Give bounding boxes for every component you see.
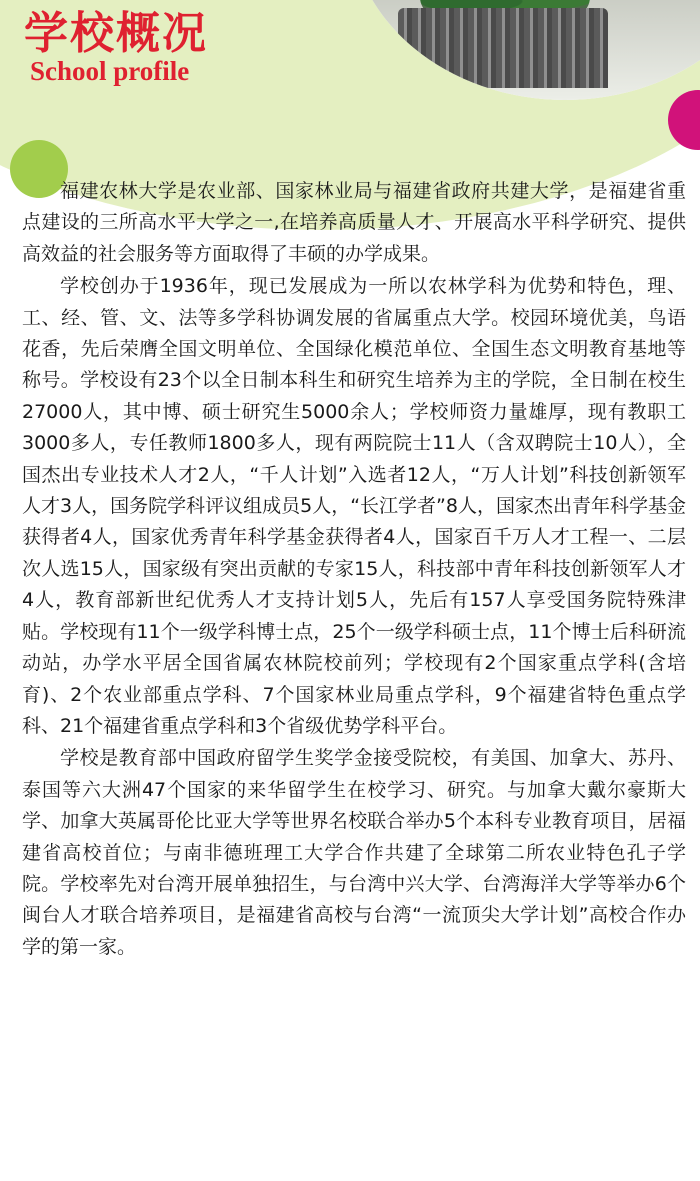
page-title-chinese: 学校概况	[24, 8, 208, 59]
paragraph-intro: 福建农林大学是农业部、国家林业局与福建省政府共建大学，是福建省重点建设的三所高水平大学之一,在培养高质量人才、开展高水平科学研究、提供高效益的社会服务等方面取得了丰硕的办学成果。	[22, 180, 686, 265]
campus-photo	[350, 0, 700, 100]
paragraph-history: 学校创办于1936年，现已发展成为一所以农林学科为优势和特色，理、工、经、管、文、法等多学科协调发展的省属重点大学。校园环境优美，鸟语花香，先后荣膺全国文明单位、全国绿化模范单位、全国生态文明教育基地等称号。学校设有23个以全日制本科生和研究生培养为主的学院，全日制在校生27000人，其中博、硕士研究生5000余人；学校师资力量雄厚，现有教职工3000多人，专任教师1800多人，现有两院院士11人（含双聘院士10人），全国杰出专业技术人才2人，“千人计划”入选者12人，“万人计划”科技创新领军人才3人，国务院学科评议组成员5人，“长江学者”8人，国家杰出青年科学基金获得者4人，国家优秀青年科学基金获得者4人，国家百千万人才工程一、二层次人选15人，国家级有突出贡献的专家15人，科技部中青年科技创新领军人才4人，教育部新世纪优秀人才支持计划5人，先后有157人享受国务院特殊津贴。学校现有11个一级学科博士点，25个一级学科硕士点，11个博士后科研流动站，办学水平居全国省属农林院校前列；学校现有2个国家重点学科(含培育)、2个农业部重点学科、7个国家林业局重点学科，9个福建省特色重点学科、21个福建省重点学科和3个省级优势学科平台。	[22, 275, 686, 737]
page-title-english: School profile	[30, 56, 190, 86]
campus-photo-building	[398, 8, 608, 88]
paragraph-international: 学校是教育部中国政府留学生奖学金接受院校，有美国、加拿大、苏丹、泰国等六大洲47个国家的来华留学生在校学习、研究。与加拿大戴尔豪斯大学、加拿大英属哥伦比亚大学等世界名校联合举办5个本科专业教育项目，居福建省高校首位；与南非德班理工大学合作共建了全球第二所农业特色孔子学院。学校率先对台湾开展单独招生，与台湾中兴大学、台湾海洋大学等举办6个闽台人才联合培养项目，是福建省高校与台湾“一流顶尖大学计划”高校合作办学的第一家。	[22, 747, 686, 958]
profile-text	[22, 176, 686, 964]
